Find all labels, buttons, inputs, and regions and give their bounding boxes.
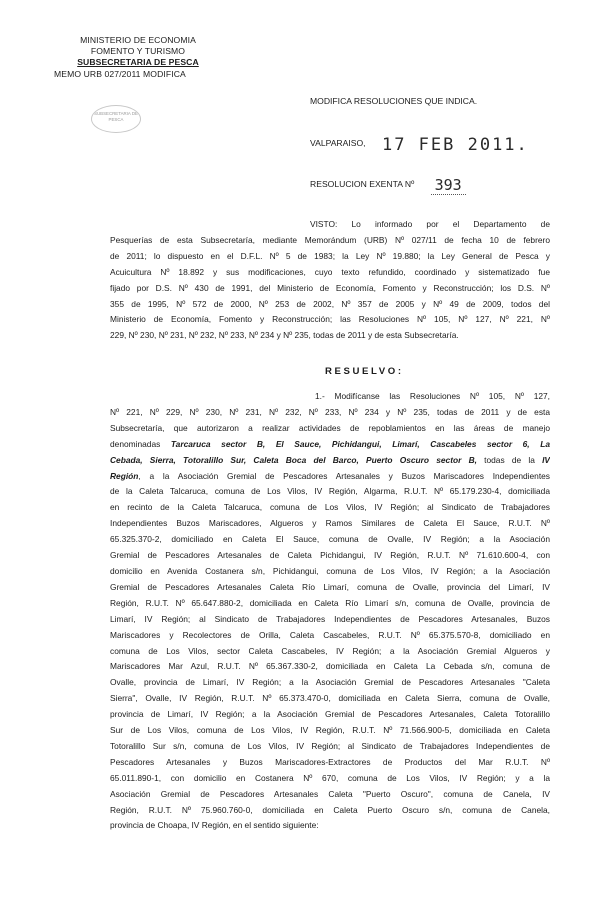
article-line: provincia de Limarí, IV Región; a la Asociación Gremial de Pescadores Artesanales, Caleta Totoralillo: [110, 709, 550, 720]
area-names-bold: Cebada, Sierra, Totoralillo Sur, Caleta Boca del Barco, Puerto Oscuro sector B,: [110, 454, 477, 465]
visto-line: fijado por D.S. Nº 430 de 1991, del Ministerio de Economía, Fomento y Reconstrucción; los D.S. Nº: [110, 282, 550, 293]
article-line: 65.325.370-2, domiciliado en Caleta El Sauce, comuna de Ovalle, IV Región; a la Asociación: [110, 534, 550, 545]
resolution-number-line: [310, 176, 466, 194]
undersecretariat-title: SUBSECRETARIA DE PESCA: [77, 57, 199, 68]
memo-reference: MEMO URB 027/2011 MODIFICA: [54, 68, 186, 79]
resolution-number: 393: [431, 176, 466, 195]
article-line: provincia de Choapa, IV Región, en el sentido siguiente:: [110, 820, 319, 831]
article-line: 65.011.890-1, con domicilio en Costanera Nº 670, comuna de Los Vilos, IV Región; y a la: [110, 772, 550, 783]
article-line: de la Caleta Talcaruca, comuna de Los Vilos, IV Región, Algarma, R.U.T. Nº 65.179.230-4, domiciliada: [110, 486, 550, 497]
article-text: denominadas: [110, 438, 171, 449]
article-line: Ovalle, provincia de Limarí, IV Región; a la Asociación Gremial de Pescadores Artesanales "Caleta: [110, 677, 550, 688]
article-line: Asociación Gremial de Pescadores Artesanales Caleta "Puerto Oscuro", comuna de Canela, IV: [110, 788, 550, 799]
visto-line: Acuicultura Nº 18.892 y sus modificaciones, cuyo texto refundido, coordinado y sistematizado fue: [110, 266, 550, 277]
visto-line: Ministerio de Economía, Fomento y Reconstrucción; las Resoluciones Nº 105, Nº 127, Nº 221, Nº: [110, 314, 550, 325]
seal-stamp: [91, 105, 141, 133]
article-line: Independientes Buzos Mariscadores, Algueros y Ramos Similares de Caleta El Sauce, R.U.T. Nº: [110, 518, 550, 529]
region-bold: IV: [542, 454, 550, 465]
article-line: Sierra", Ovalle, IV Región, R.U.T. Nº 65.373.470-0, domiciliada en Caleta Sierra, comuna de Ovalle,: [110, 693, 550, 704]
resolution-label: RESOLUCION EXENTA Nº: [310, 179, 415, 189]
article-line: comuna de Los Vilos, sector Caleta Cascabeles, IV Región; a la Asociación Gremial Algueros y: [110, 645, 550, 656]
article-line: Región, R.U.T. Nº 65.647.880-2, domiciliada en Caleta Río Limarí s/n, comuna de Ovalle, provincia de: [110, 597, 550, 608]
article-line: Nº 221, Nº 229, Nº 230, Nº 231, Nº 232, Nº 233, Nº 234 y Nº 235, todas de 2011 y de esta: [110, 406, 550, 417]
article-line: Totoralillo Sur s/n, comuna de Los Vilos, IV Región; al Sindicato de Trabajadores Independientes de: [110, 740, 550, 751]
region-bold: Región: [110, 470, 139, 481]
visto-line: VISTO: Lo informado por el Departamento de: [310, 219, 550, 229]
area-names-bold: Tarcaruca sector B, El Sauce, Pichidangui, Limarí, Cascabeles sector 6, La: [170, 438, 550, 449]
article-text: todas de la: [476, 454, 543, 465]
article-line: Sur de Los Vilos, comuna de Los Vilos, IV Región, R.U.T. Nº 71.566.900-5, domiciliada en Caleta: [110, 725, 550, 736]
ministry-line-2: FOMENTO Y TURISMO: [90, 46, 186, 57]
place-name: VALPARAISO,: [310, 138, 366, 148]
article-line: Mariscadores Mar Azul, R.U.T. Nº 65.367.330-2, domiciliada en Caleta La Cebada s/n, comuna de: [110, 661, 550, 672]
seal-stamp-text: SUBSECRETARIA DE PESCA: [94, 111, 138, 122]
article-line: Región, R.U.T. Nº 75.960.760-0, domiciliada en Caleta Puerto Oscuro s/n, comuna de Canela,: [110, 804, 550, 815]
subject-line: MODIFICA RESOLUCIONES QUE INDICA.: [310, 96, 478, 106]
resuelvo-heading: RESUELVO:: [325, 366, 404, 377]
article-line: Subsecretaría, que autorizaron a realizar actividades de repoblamientos en las áreas de manejo: [110, 422, 550, 433]
article-line: domicilio en Avenida Costanera s/n, Pichidangui, comuna de Los Vilos, IV Región; a la Asociación: [110, 565, 550, 576]
visto-paragraph: [110, 217, 550, 344]
visto-line: de 2011; lo dispuesto en el D.F.L. Nº 5 de 1983; la Ley Nº 19.880; la Ley General de Pesca y: [110, 250, 550, 261]
article-line-with-bold: [110, 469, 550, 485]
article-line-with-bold: [110, 437, 550, 453]
article-1-paragraph: [110, 389, 550, 834]
article-line: en recinto de la Caleta Talcaruca, comuna de Los Vilos, IV Región; al Sindicato de Trabajadores: [110, 502, 550, 513]
visto-line: 355 de 1995, Nº 572 de 2000, Nº 253 de 2002, Nº 357 de 2005 y Nº 49 de 2009, todos del: [110, 298, 550, 309]
date-stamp: 17 FEB 2011.: [381, 135, 529, 155]
article-line: Pescadores Artesanales y Buzos Mariscadores-Extractores de Productos del Mar R.U.T. Nº: [110, 756, 550, 767]
article-line: Limarí, IV Región; al Sindicato de Trabajadores Independientes de Pescadores Artesanales, Buzos: [110, 613, 550, 624]
visto-line: Pesquerías de esta Subsecretaría, mediante Memorándum (URB) Nº 027/11 de fecha 10 de febrero: [110, 234, 550, 245]
article-line-with-bold: [110, 453, 550, 469]
article-line: Gremial de Pescadores Artesanales Caleta Río Limarí, comuna de Ovalle, provincia del Limarí, IV: [110, 581, 550, 592]
letterhead: [48, 35, 228, 80]
article-line: Mariscadores y Recolectores de Orilla, Caleta Cascabeles, R.U.T. Nº 65.375.570-8, domiciliado en: [110, 629, 550, 640]
article-text: , a la Asociación Gremial de Pescadores Artesanales y Buzos Mariscadores Independientes: [138, 470, 550, 481]
date-line: [310, 135, 529, 155]
ministry-line-1: MINISTERIO DE ECONOMIA: [80, 35, 196, 45]
article-line: Gremial de Pescadores Artesanales de Caleta Pichidangui, IV Región, R.U.T. Nº 71.610.600-4, con: [110, 550, 550, 561]
article-line: 1.- Modifícanse las Resoluciones Nº 105, Nº 127,: [315, 391, 550, 401]
visto-line: 229, Nº 230, Nº 231, Nº 232, Nº 233, Nº 234 y Nº 235, todas de 2011 y de esta Subsecretaría.: [110, 330, 459, 341]
